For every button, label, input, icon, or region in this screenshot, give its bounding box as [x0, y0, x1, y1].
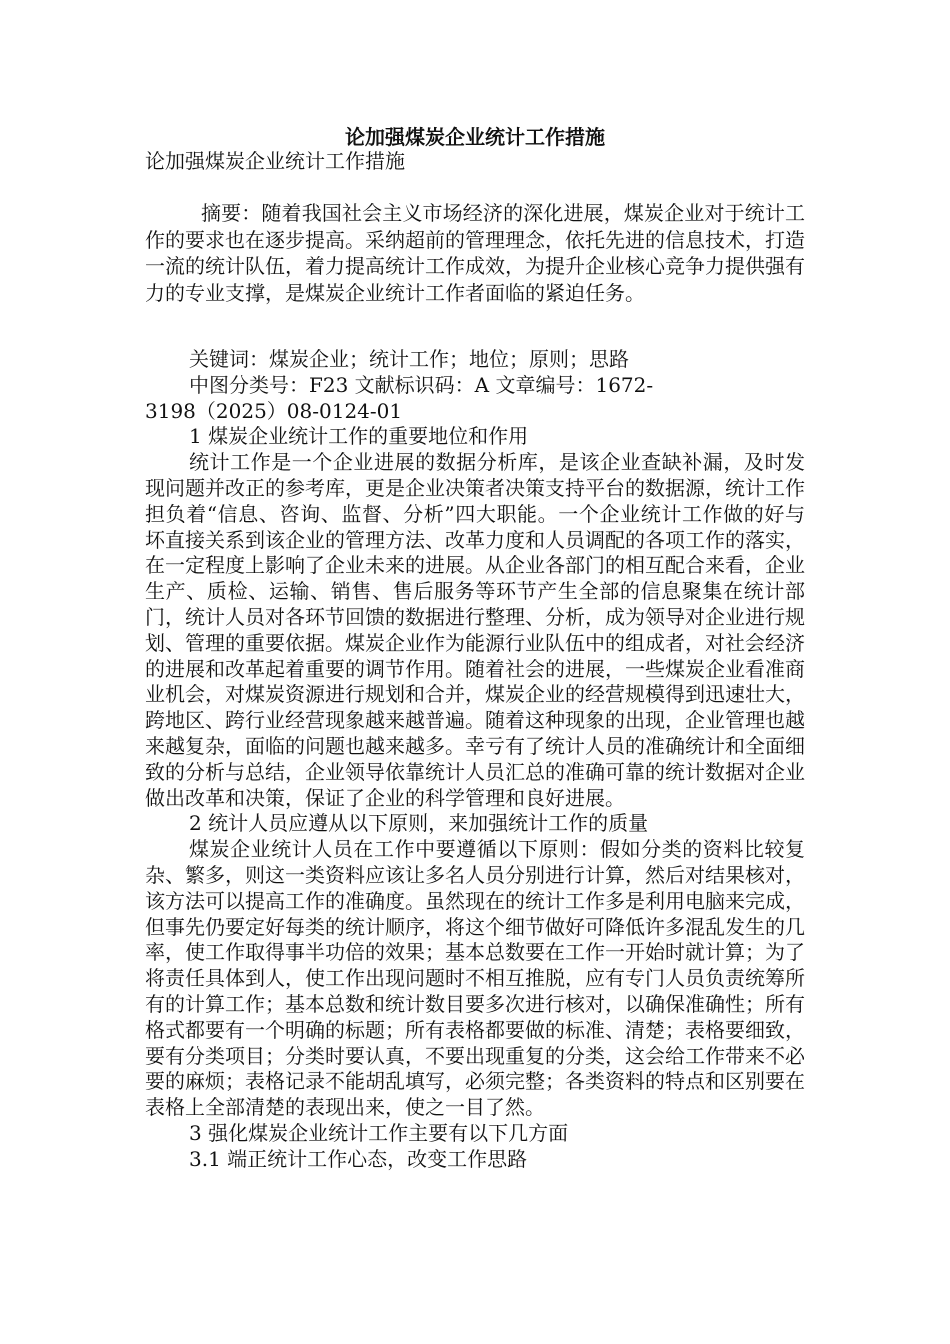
section-2-paragraph: 煤炭企业统计人员在工作中要遵循以下原则：假如分类的资料比较复杂、繁多，则这一类资料应该让多名人员分别进行计算，然后对结果核对，该方法可以提高工作的准确度。虽然现在的统计工作多是利用电脑来完成，但事先仍要定好每类的统计顺序，将这个细节做好可降低许多混乱发生的几率，使工作取得事半功倍的效果；基本总数要在工作一开始时就计算；为了将责任具体到人，使工作出现问题时不相互推脱，应有专门人员负责统筹所有的计算工作；基本总数和统计数目要多次进行核对，以确保准确性；所有格式都要有一个明确的标题；所有表格都要做的标准、清楚；表格要细致，要有分类项目；分类时要认真，不要出现重复的分类，这会给工作带来不必要的麻烦；表格记录不能胡乱填写，必须完整；各类资料的特点和区别要在表格上全部清楚的表现出来，使之一目了然。 [145, 837, 805, 1120]
document-subtitle: 论加强煤炭企业统计工作措施 [145, 149, 405, 173]
article-body [145, 347, 805, 1173]
section-heading-3: 3 强化煤炭企业统计工作主要有以下几方面 [189, 1120, 569, 1145]
document-title: 论加强煤炭企业统计工作措施 [345, 125, 605, 149]
section-heading-2: 2 统计人员应遵从以下原则，来加强统计工作的质量 [189, 811, 649, 836]
section-heading-1: 1 煤炭企业统计工作的重要地位和作用 [189, 424, 529, 449]
section-1-paragraph: 统计工作是一个企业进展的数据分析库，是该企业查缺补漏，及时发现问题并改正的参考库，更是企业决策者决策支持平台的数据源，统计工作担负着“信息、咨询、监督、分析”四大职能。一个企业统计工作做的好与坏直接关系到该企业的管理方法、改革力度和人员调配的各项工作的落实，在一定程度上影响了企业未来的进展。从企业各部门的相互配合来看，企业生产、质检、运输、销售、售后服务等环节产生全部的信息聚集在统计部门，统计人员对各环节回馈的数据进行整理、分析，成为领导对企业进行规划、管理的重要依据。煤炭企业作为能源行业队伍中的组成者，对社会经济的进展和改革起着重要的调节作用。随着社会的进展，一些煤炭企业看准商业机会，对煤炭资源进行规划和合并，煤炭企业的经营规模得到迅速壮大，跨地区、跨行业经营现象越来越普遍。随着这种现象的出现，企业管理也越来越复杂，面临的问题也越来越多。幸亏有了统计人员的准确统计和全面细致的分析与总结，企业领导依靠统计人员汇总的准确可靠的统计数据对企业做出改革和决策，保证了企业的科学管理和良好进展。 [145, 450, 805, 810]
classification-line: 中图分类号：F23 文献标识码：A 文章编号：1672- [189, 372, 654, 397]
subsection-heading-3-1: 3.1 端正统计工作心态，改变工作思路 [189, 1146, 528, 1171]
classification-line-continued: 3198（2025）08-0124-01 [145, 398, 403, 423]
abstract-paragraph: 摘要：随着我国社会主义市场经济的深化进展，煤炭企业对于统计工作的要求也在逐步提高。采纳超前的管理理念，依托先进的信息技术，打造一流的统计队伍，着力提高统计工作成效，为提升企业核心竞争力提供强有力的专业支撑，是煤炭企业统计工作者面临的紧迫任务。 [145, 201, 805, 305]
keywords-line: 关键词：煤炭企业；统计工作；地位；原则；思路 [189, 347, 629, 371]
